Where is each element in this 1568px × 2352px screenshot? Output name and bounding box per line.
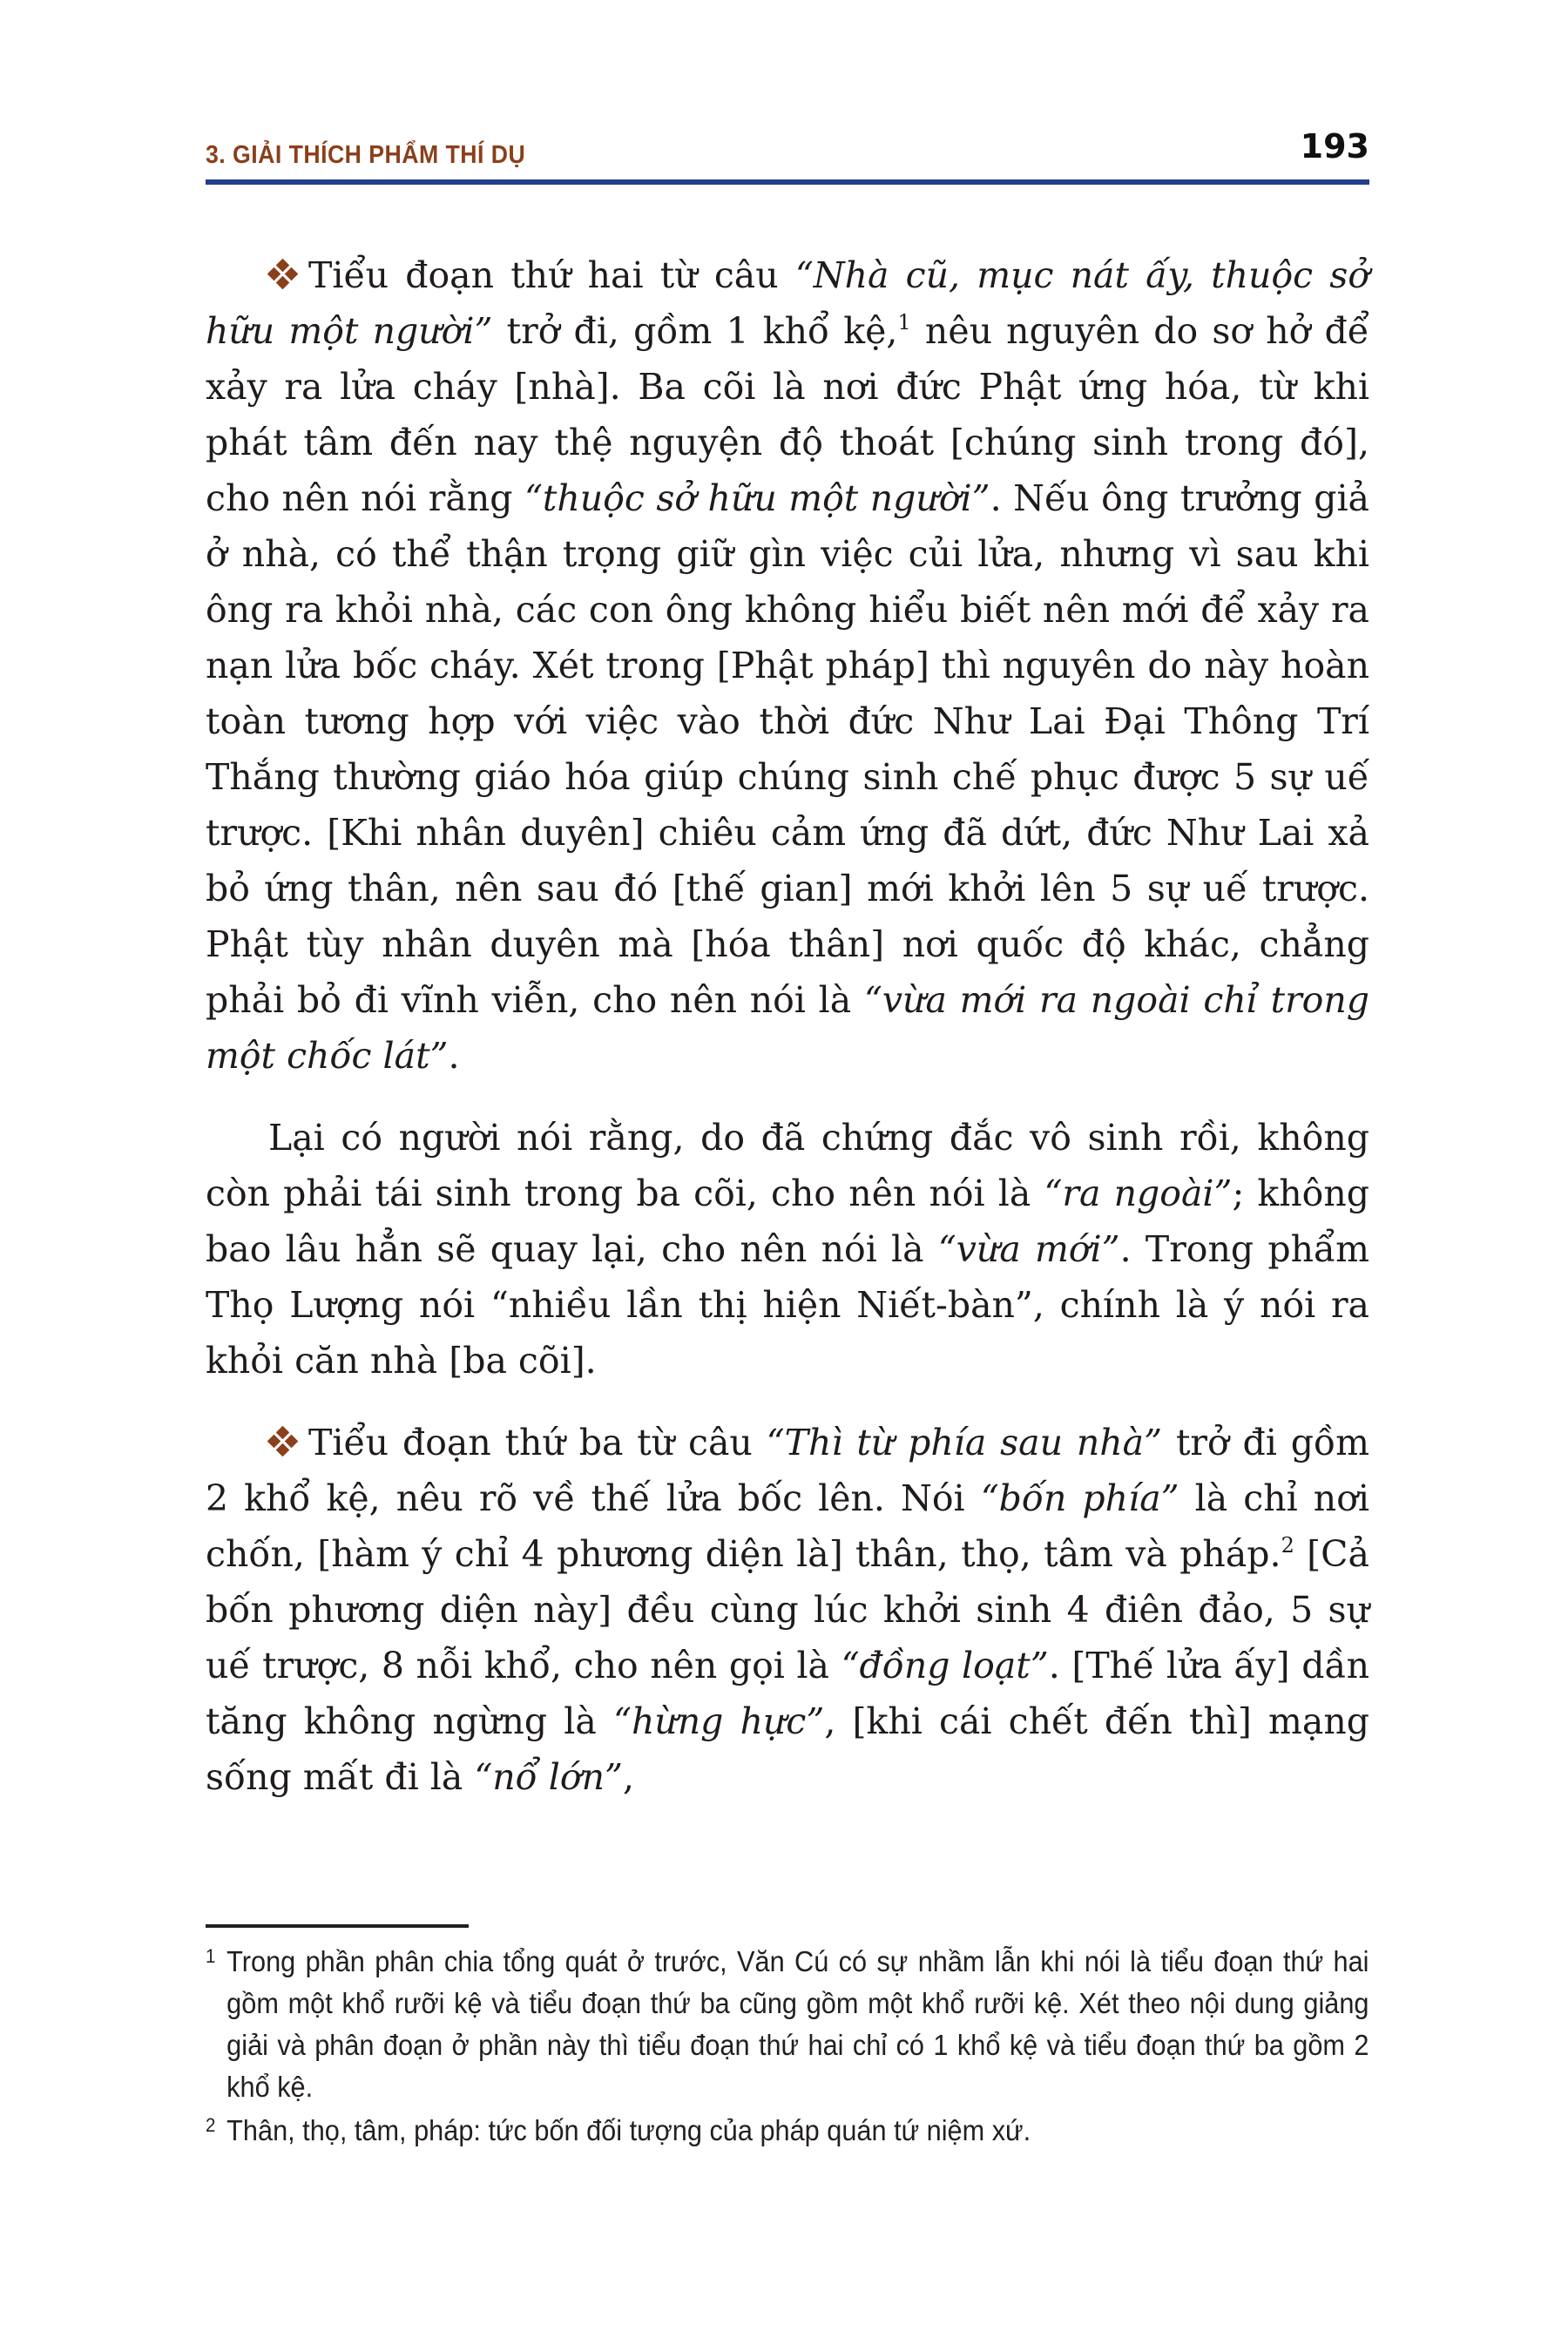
quote: “vừa mới ra ngoài chỉ trong một chốc lát” bbox=[206, 979, 1370, 1077]
quote: “đồng loạt” bbox=[841, 1645, 1049, 1686]
footnote-2 bbox=[206, 2110, 1369, 2152]
footnote-mark: 2 bbox=[206, 2114, 216, 2136]
quote: “vừa mới” bbox=[937, 1228, 1120, 1270]
text-run: . bbox=[448, 1035, 460, 1077]
quote: “ra ngoài” bbox=[1044, 1173, 1233, 1214]
paragraph-1 bbox=[206, 247, 1369, 1084]
quote: “thuộc sở hữu một người” bbox=[524, 477, 990, 519]
quote: “nổ lớn” bbox=[474, 1756, 623, 1798]
text-run: , bbox=[622, 1756, 635, 1798]
paragraph-3 bbox=[206, 1415, 1369, 1805]
text-run: là chỉ nơi chốn, [hàm ý chỉ 4 phương diện là] thân, thọ, tâm và pháp. bbox=[206, 1477, 1369, 1575]
paragraph-2 bbox=[206, 1110, 1369, 1389]
running-title: 3. GIẢI THÍCH PHẨM THÍ DỤ bbox=[206, 141, 526, 169]
quote: “Thì từ phía sau nhà” bbox=[766, 1422, 1163, 1463]
footnote-ref-2[interactable]: 2 bbox=[1281, 1533, 1294, 1558]
quote: “Nhà cũ, mục nát ấy, thuộc sở hữu một người” bbox=[206, 254, 1369, 352]
page-header bbox=[206, 122, 1369, 185]
footnote-ref-1[interactable]: 1 bbox=[897, 310, 911, 335]
text-run: trở đi, gồm 1 khổ kệ, bbox=[492, 310, 898, 352]
footnote-1 bbox=[206, 1941, 1369, 2108]
text-run: [Cả bốn phương diện này] đều cùng lúc khởi sinh 4 điên đảo, 5 sự uế trược, 8 nỗi khổ, cho nên gọi là bbox=[206, 1533, 1369, 1686]
text-run: , [khi cái chết đến thì] mạng sống mất đi là bbox=[206, 1700, 1369, 1798]
footnote-separator bbox=[206, 1924, 469, 1928]
footnote-text: Trong phần phân chia tổng quát ở trước, Văn Cú có sự nhầm lẫn khi nói là tiểu đoạn thứ hai gồm một khổ rưỡi kệ và tiểu đoạn thứ ba cũng gồm một khổ rưỡi kệ. Xét theo nội dung giảng giải và phân đoạn ở phần này thì tiểu đoạn thứ hai chỉ có 1 khổ kệ và tiểu đoạn thứ ba gồm 2 khổ kệ. bbox=[226, 1945, 1369, 2103]
text-run: Lại có người nói rằng, do đã chứng đắc vô sinh rồi, không còn phải tái sinh trong ba cõi, cho nên nói là bbox=[206, 1117, 1369, 1214]
footnote-text: Thân, thọ, tâm, pháp: tức bốn đối tượng của pháp quán tứ niệm xứ. bbox=[226, 2114, 1031, 2146]
text-run: . Trong phẩm Thọ Lượng nói “nhiều lần thị hiện Niết-bàn”, chính là ý nói ra khỏi căn nhà [ba cõi]. bbox=[206, 1228, 1369, 1382]
text-run: ; không bao lâu hẳn sẽ quay lại, cho nên nói là bbox=[206, 1173, 1369, 1270]
text-run: Tiểu đoạn thứ hai từ câu bbox=[308, 254, 795, 296]
text-run: . Nếu ông trưởng giả ở nhà, có thể thận trọng giữ gìn việc củi lửa, nhưng vì sau khi ông ra khỏi nhà, các con ông không hiểu biết nên mới để xảy ra nạn lửa bốc cháy. Xét trong [Phật pháp] thì nguyên do này hoàn toàn tương hợp với việc vào thời đức Như Lai Đại Thông Trí Thắng thường giáo hóa giúp chúng sinh chế phục được 5 sự uế trược. [Khi nhân duyên] chiêu cảm ứng đã dứt, đức Như Lai xả bỏ ứng thân, nên sau đó [thế gian] mới khởi lên 5 sự uế trược. Phật tùy nhân duyên mà [hóa thân] nơi quốc độ khác, chẳng phải bỏ đi vĩnh viễn, cho nên nói là bbox=[206, 477, 1369, 1021]
text-run: nêu nguyên do sơ hở để xảy ra lửa cháy [nhà]. Ba cõi là nơi đức Phật ứng hóa, từ khi phát tâm đến nay thệ nguyện độ thoát [chúng sinh trong đó], cho nên nói rằng bbox=[206, 310, 1369, 519]
body-text bbox=[206, 247, 1369, 1831]
diamond-ornament-icon bbox=[268, 1427, 298, 1456]
footnote-mark: 1 bbox=[206, 1945, 216, 1967]
text-run: trở đi gồm 2 khổ kệ, nêu rõ về thế lửa bốc lên. Nói bbox=[206, 1422, 1369, 1519]
quote: “bốn phía” bbox=[980, 1477, 1179, 1519]
diamond-ornament-icon bbox=[268, 260, 298, 289]
page-number: 193 bbox=[1300, 127, 1369, 166]
text-run: . [Thế lửa ấy] dần tăng không ngừng là bbox=[206, 1645, 1369, 1742]
quote: “hừng hực” bbox=[613, 1700, 825, 1742]
header-rule bbox=[206, 179, 1369, 185]
text-run: Tiểu đoạn thứ ba từ câu bbox=[308, 1422, 767, 1463]
footnotes bbox=[206, 1941, 1369, 2153]
